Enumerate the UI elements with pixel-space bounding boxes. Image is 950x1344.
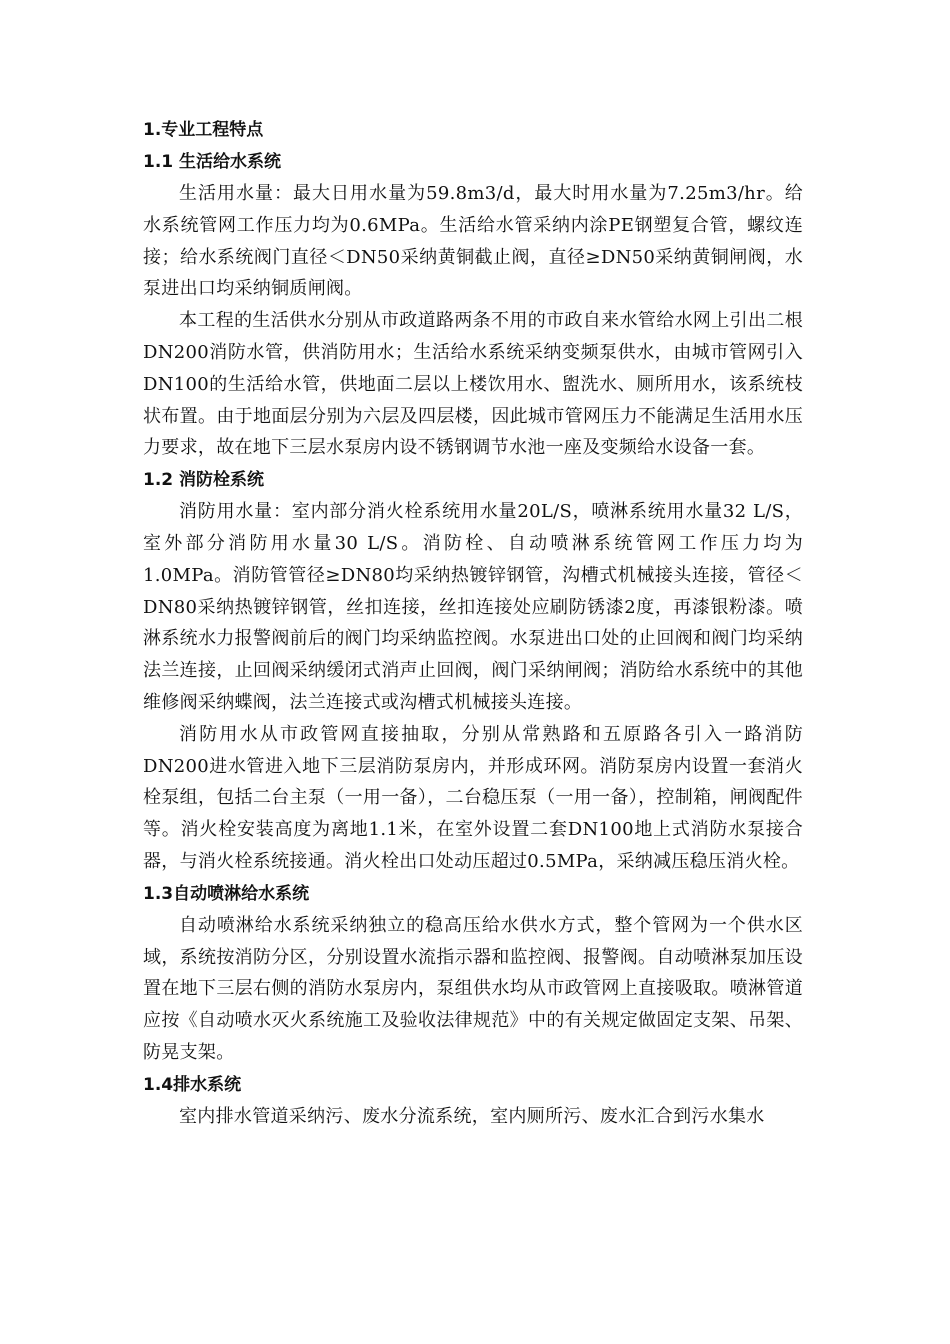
section-heading: 1.2 消防栓系统 [143, 470, 265, 491]
section-heading: 1.4排水系统 [143, 1074, 242, 1095]
paragraph: 室内排水管道采纳污、废水分流系统，室内厕所污、废水汇合到污水集水 [179, 1105, 765, 1127]
paragraph: 消防用水量：室内部分消火栓系统用水量20L/S，喷淋系统用水量32 L/S，室外部分消防用水量30 L/S。消防栓、自动喷淋系统管网工作压力均为1.0MPa。消防管管径≥DN80均采纳热镀锌钢管，沟槽式机械接头连接，管径＜DN80采纳热镀锌钢管，丝扣连接，丝扣连接处应刷防锈漆2度，再漆银粉漆。喷淋系统水力报警阀前后的阀门均采纳监控阀。水泵进出口处的止回阀和阀门均采纳法兰连接，止回阀采纳缓闭式消声止回阀，阀门采纳闸阀；消防给水系统中的其他维修阀采纳蝶阀，法兰连接式或沟槽式机械接头连接。 [143, 501, 803, 713]
paragraph: 自动喷淋给水系统采纳独立的稳高压给水供水方式，整个管网为一个供水区域，系统按消防分区，分别设置水流指示器和监控阀、报警阀。自动喷淋泵加压设置在地下三层右侧的消防水泵房内，泵组供水均从市政管网上直接吸取。喷淋管道应按《自动喷水灭火系统施工及验收法律规范》中的有关规定做固定支架、吊架、防晃支架。 [143, 914, 803, 1063]
section-heading: 1.3自动喷淋给水系统 [143, 883, 310, 904]
section-living-water-supply [143, 146, 803, 464]
document-body [143, 114, 803, 1133]
document-title: 1.专业工程特点 [143, 120, 264, 140]
paragraph: 生活用水量：最大日用水量为59.8m3/d，最大时用水量为7.25m3/hr。给水系统管网工作压力均为0.6MPa。生活给水管采纳内涂PE钢塑复合管，螺纹连接；给水系统阀门直径＜DN50采纳黄铜截止阀，直径≥DN50采纳黄铜闸阀，水泵进出口均采纳铜质闸阀。 [143, 183, 803, 300]
section-drainage-system [143, 1069, 803, 1133]
paragraph: 本工程的生活供水分别从市政道路两条不用的市政自来水管给水网上引出二根DN200消防水管，供消防用水；生活给水系统采纳变频泵供水，由城市管网引入DN100的生活给水管，供地面二层以上楼饮用水、盥洗水、厕所用水，该系统枝状布置。由于地面层分别为六层及四层楼，因此城市管网压力不能满足生活用水压力要求，故在地下三层水泵房内设不锈钢调节水池一座及变频给水设备一套。 [143, 310, 803, 459]
paragraph: 消防用水从市政管网直接抽取，分别从常熟路和五原路各引入一路消防DN200进水管进入地下三层消防泵房内，并形成环网。消防泵房内设置一套消火栓泵组，包括二台主泵（一用一备），二台稳压泵（一用一备），控制箱，闸阀配件等。消火栓安装高度为离地1.1米，在室外设置二套DN100地上式消防水泵接合器，与消火栓系统接通。消火栓出口处动压超过0.5MPa，采纳减压稳压消火栓。 [143, 723, 803, 872]
section-sprinkler-system [143, 878, 803, 1069]
section-hydrant-system [143, 464, 803, 878]
section-heading: 1.1 生活给水系统 [143, 152, 282, 172]
